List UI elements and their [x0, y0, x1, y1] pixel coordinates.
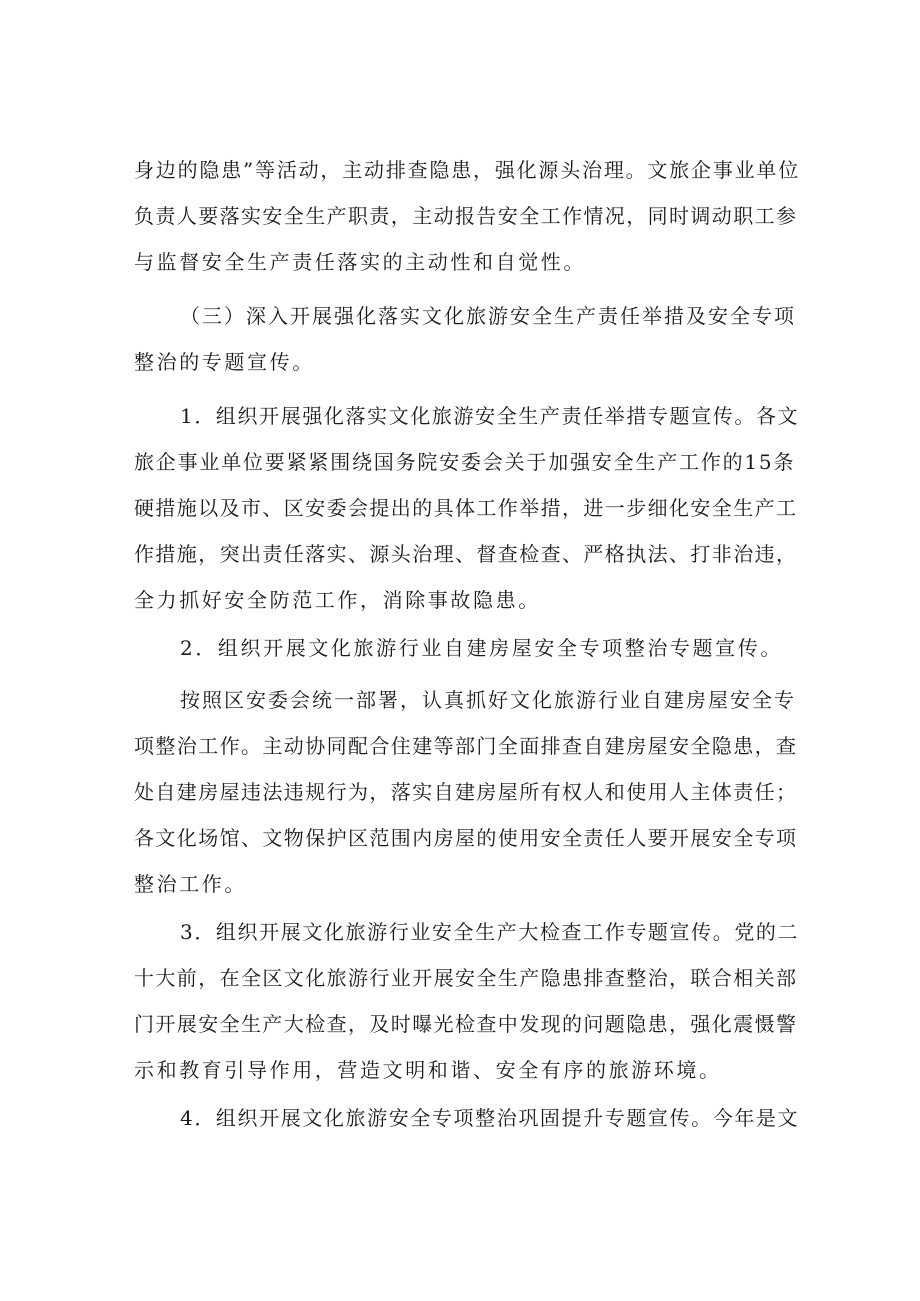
item-2-line: 处自建房屋违法违规行为，落实自建房屋所有权人和使用人主体责任； — [134, 780, 798, 804]
item-3-line: 十大前，在全区文化旅游行业开展安全生产隐患排查整治，联合相关部 — [134, 966, 798, 990]
item-2-line: 整治工作。 — [134, 872, 247, 896]
item-3-line: 示和教育引导作用，营造文明和谐、安全有序的旅游环境。 — [134, 1058, 722, 1082]
item-3-line: 门开展安全生产大检查，及时曝光检查中发现的问题隐患，强化震慑警 — [134, 1012, 798, 1036]
paragraph-line: 身边的隐患”等活动，主动排查隐患，强化源头治理。文旅企事业单位 — [134, 158, 801, 182]
item-2-heading: 2．组织开展文化旅游行业自建房屋安全专项整治专题宣传。 — [180, 636, 783, 660]
item-1-line: 作措施，突出责任落实、源头治理、督查检查、严格执法、打非治违， — [134, 542, 798, 566]
item-1-line: 全力抓好安全防范工作，消除事故隐患。 — [134, 588, 541, 612]
item-3-line: 3．组织开展文化旅游行业安全生产大检查工作专题宣传。党的二 — [180, 920, 800, 944]
item-4-line: 4．组织开展文化旅游安全专项整治巩固提升专题宣传。今年是文 — [180, 1106, 800, 1130]
paragraph-line: 负责人要落实安全生产职责，主动报告安全工作情况，同时调动职工参 — [134, 204, 798, 228]
item-2-line: 项整治工作。主动协同配合住建等部门全面排查自建房屋安全隐患，查 — [134, 734, 798, 758]
item-2-line: 各文化场馆、文物保护区范围内房屋的使用安全责任人要开展安全专项 — [134, 826, 798, 850]
item-2-line: 按照区安委会统一部署，认真抓好文化旅游行业自建房屋安全专 — [180, 688, 796, 712]
item-1-line: 旅企事业单位要紧紧围绕国务院安委会关于加强安全生产工作的15条 — [134, 450, 796, 474]
section-heading: （三）深入开展强化落实文化旅游安全生产责任举措及安全专项 — [180, 304, 796, 328]
item-1-line: 硬措施以及市、区安委会提出的具体工作举措，进一步细化安全生产工 — [134, 496, 798, 520]
item-1-line: 1．组织开展强化落实文化旅游安全生产责任举措专题宣传。各文 — [180, 404, 800, 428]
section-heading-continued: 整治的专题宣传。 — [134, 350, 315, 374]
paragraph-line: 与监督安全生产责任落实的主动性和自觉性。 — [134, 250, 586, 274]
